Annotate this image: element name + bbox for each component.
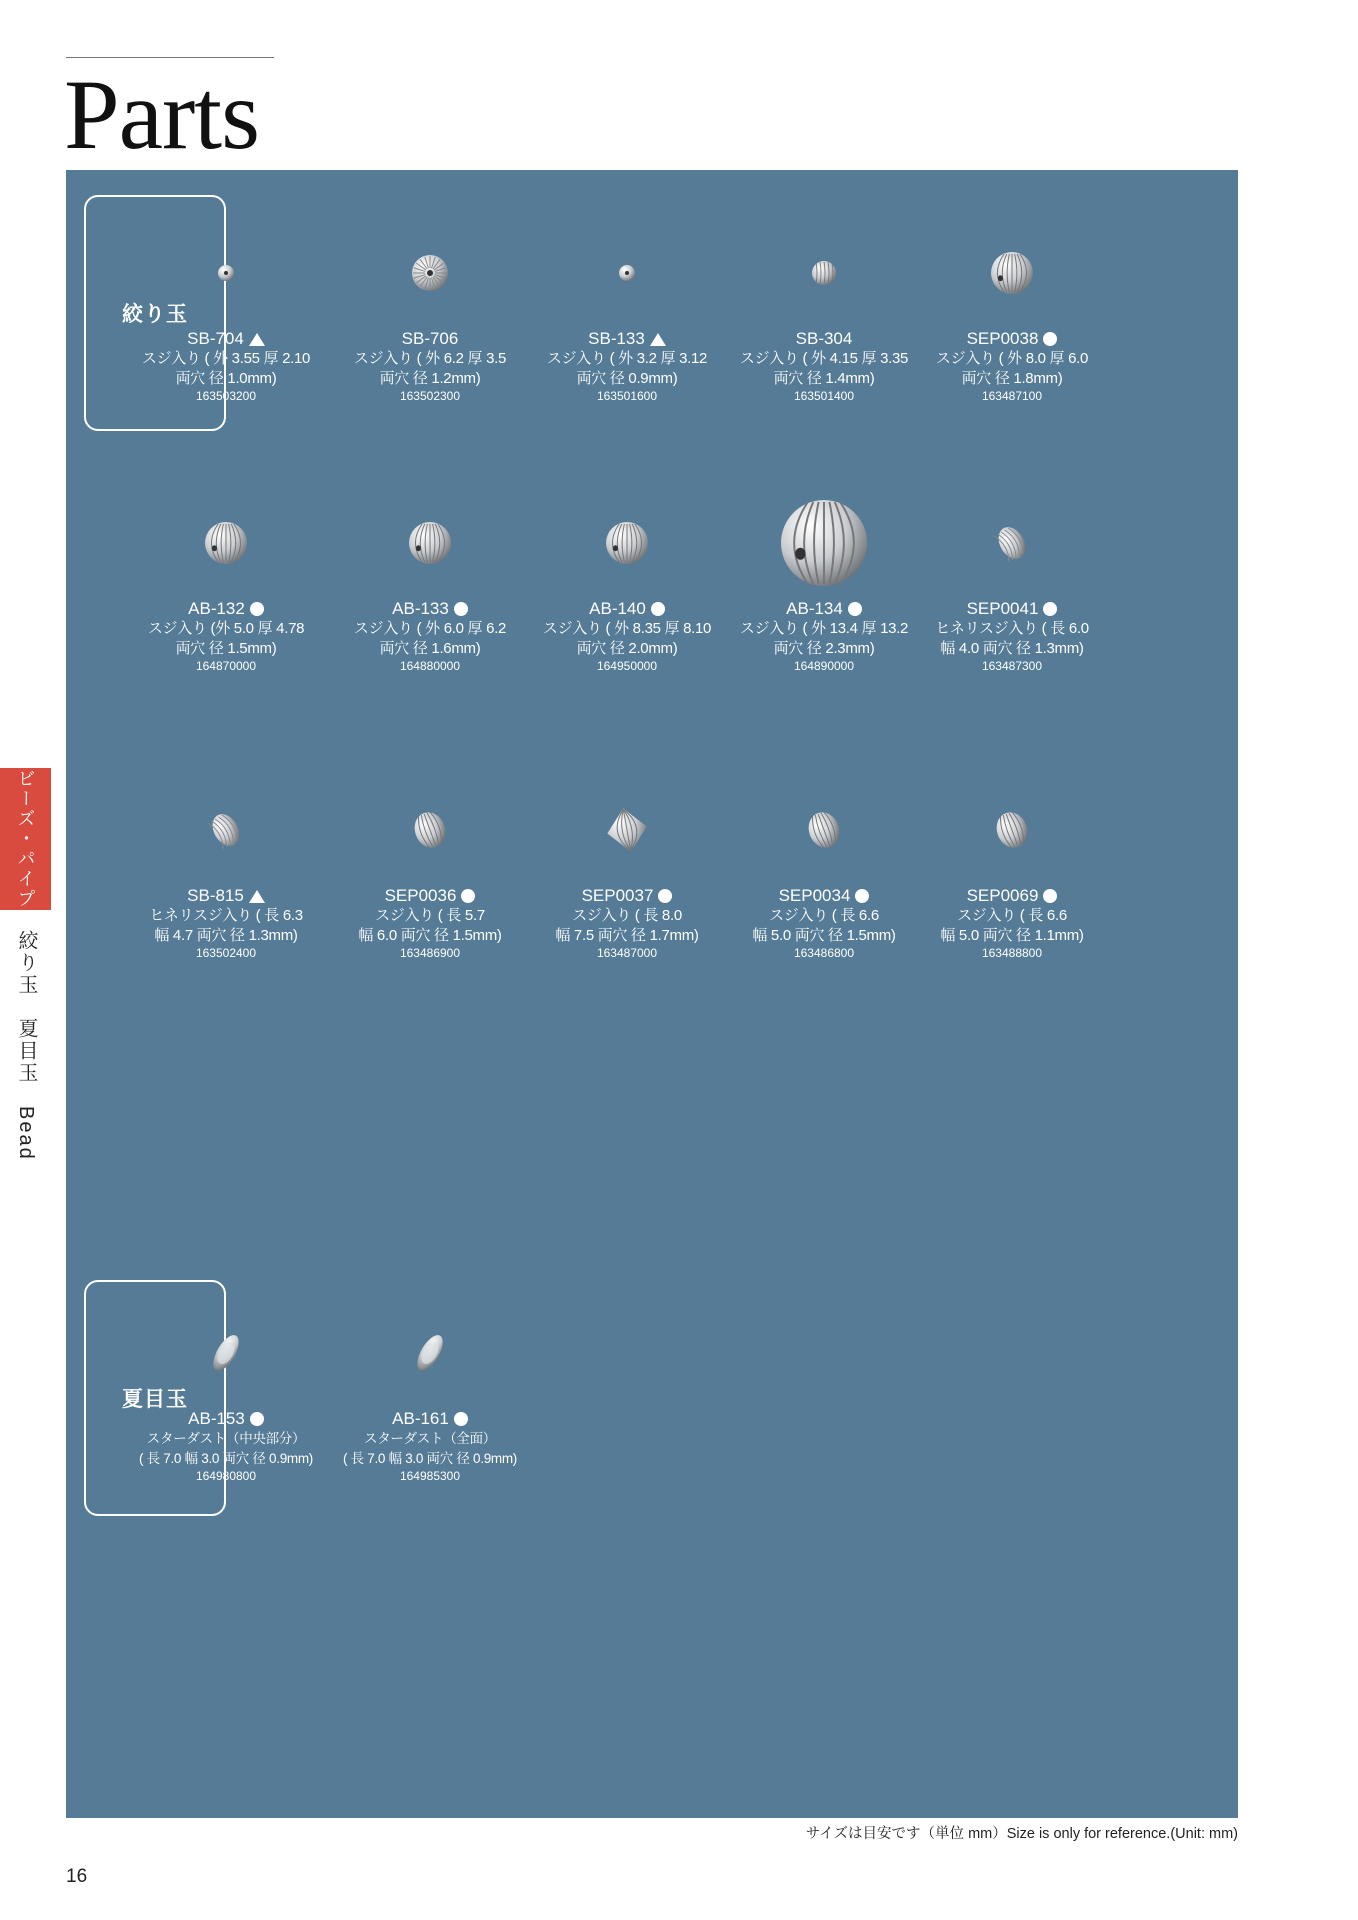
circle-mark-icon [651, 602, 665, 616]
fluted-bead-small-icon [726, 225, 922, 321]
fluted-round-bead-icon [128, 495, 324, 591]
product-jan-code: 163487300 [981, 659, 1043, 673]
side-tab [0, 768, 51, 910]
product-code-text: AB-140 [589, 599, 646, 618]
product-jan-code: 163502400 [195, 946, 257, 960]
product-item [726, 225, 922, 404]
product-code [332, 599, 528, 619]
circle-mark-icon [658, 889, 672, 903]
product-jan-code: 164985300 [399, 1469, 461, 1483]
circle-mark-icon [1043, 889, 1057, 903]
catalog-panel [66, 170, 1238, 1818]
product-code [332, 1409, 528, 1429]
product-desc-line2: 両穴 径 2.3mm) [773, 640, 875, 657]
product-desc-line1: スジ入り ( 外 4.15 厚 3.35 [739, 350, 909, 367]
product-code [726, 886, 922, 906]
product-code [529, 886, 725, 906]
product-code [529, 599, 725, 619]
product-jan-code: 163502300 [399, 389, 461, 403]
circle-mark-icon [454, 602, 468, 616]
product-desc-line2: 幅 5.0 両穴 径 1.5mm) [752, 927, 896, 944]
circle-mark-icon [250, 602, 264, 616]
product-code [529, 329, 725, 349]
product-item [529, 225, 725, 404]
fluted-oval-bead-icon [914, 782, 1110, 878]
page-title: Parts [64, 59, 259, 170]
product-item [914, 782, 1110, 961]
triangle-mark-icon [650, 333, 666, 346]
product-jan-code: 164870000 [195, 659, 257, 673]
stardust-rice-bead-icon [332, 1305, 528, 1401]
product-desc-line2: 両穴 径 1.5mm) [175, 640, 277, 657]
product-code [128, 1409, 324, 1429]
product-jan-code: 163501600 [596, 389, 658, 403]
product-code-text: SEP0037 [581, 886, 654, 905]
product-desc-line1: ヒネリスジ入り ( 長 6.3 [149, 907, 303, 924]
product-code-text: SB-706 [401, 329, 459, 348]
product-item [914, 225, 1110, 404]
product-desc-line1: スジ入り ( 外 3.55 厚 2.10 [141, 350, 311, 367]
product-desc-line2: 幅 4.0 両穴 径 1.3mm) [940, 640, 1084, 657]
product-desc-line1: スジ入り ( 長 6.6 [957, 907, 1067, 924]
product-item [332, 782, 528, 961]
fluted-bicone-bead-icon [529, 782, 725, 878]
triangle-mark-icon [249, 890, 265, 903]
product-code [914, 599, 1110, 619]
product-desc-line2: 幅 4.7 両穴 径 1.3mm) [154, 927, 298, 944]
circle-mark-icon [454, 1412, 468, 1426]
top-rule [66, 57, 274, 58]
product-desc-line2: 両穴 径 1.2mm) [379, 370, 481, 387]
fluted-bead-tiny-icon [128, 225, 324, 321]
category-label: 絞り玉 [122, 303, 188, 326]
fluted-round-bead-large-icon [726, 495, 922, 591]
product-jan-code: 163486800 [793, 946, 855, 960]
product-code [726, 329, 922, 349]
product-item [128, 225, 324, 404]
product-code-text: SEP0034 [778, 886, 851, 905]
product-code [128, 886, 324, 906]
product-desc-line1: スジ入り (外 5.0 厚 4.78 [147, 620, 305, 637]
product-jan-code: 163486900 [399, 946, 461, 960]
footnote: サイズは目安です（単位 mm）Size is only for reference.(Unit: mm) [805, 1826, 1238, 1842]
product-desc-line2: 幅 7.5 両穴 径 1.7mm) [555, 927, 699, 944]
product-code-text: SEP0041 [966, 599, 1039, 618]
product-desc-line1: スジ入り ( 外 13.4 厚 13.2 [739, 620, 909, 637]
stardust-rice-bead-icon [128, 1305, 324, 1401]
product-code-text: SB-815 [187, 886, 244, 905]
product-desc-line1: スターダスト（中央部分） [146, 1431, 306, 1446]
product-code-text: AB-153 [188, 1409, 245, 1428]
product-desc-line1: スジ入り ( 外 3.2 厚 3.12 [546, 350, 708, 367]
product-desc-line2: 幅 6.0 両穴 径 1.5mm) [358, 927, 502, 944]
product-code-text: SB-133 [588, 329, 645, 348]
product-item [529, 782, 725, 961]
product-code-text: AB-132 [188, 599, 245, 618]
product-jan-code: 164980800 [195, 1469, 257, 1483]
product-code-text: SEP0069 [966, 886, 1039, 905]
circle-mark-icon [250, 1412, 264, 1426]
product-code [332, 329, 528, 349]
fluted-bead-tiny-icon [529, 225, 725, 321]
product-code [914, 886, 1110, 906]
product-jan-code: 163503200 [195, 389, 257, 403]
product-code-text: AB-161 [392, 1409, 449, 1428]
fluted-oval-bead-icon [332, 782, 528, 878]
product-code [914, 329, 1110, 349]
side-tab-label: ビーズ・パイプ [15, 769, 36, 909]
side-caption: 絞り玉 夏目玉 Bead [15, 930, 37, 1161]
product-code [128, 329, 324, 349]
fluted-disc-bead-icon [332, 225, 528, 321]
product-code [128, 599, 324, 619]
product-jan-code: 163488800 [981, 946, 1043, 960]
product-desc-line1: スジ入り ( 長 6.6 [769, 907, 879, 924]
product-jan-code: 164880000 [399, 659, 461, 673]
product-desc-line2: 両穴 径 2.0mm) [576, 640, 678, 657]
product-desc-line2: 両穴 径 0.9mm) [576, 370, 678, 387]
product-item [529, 495, 725, 674]
product-desc-line2: 両穴 径 1.4mm) [773, 370, 875, 387]
product-jan-code: 163487000 [596, 946, 658, 960]
product-item [726, 782, 922, 961]
product-desc-line1: スターダスト（全面） [364, 1431, 496, 1446]
product-desc-line1: スジ入り ( 外 8.35 厚 8.10 [542, 620, 712, 637]
product-code-text: AB-134 [786, 599, 843, 618]
twisted-oval-bead-icon [914, 495, 1110, 591]
page-number: 16 [66, 1866, 88, 1887]
product-desc-line2: 両穴 径 1.6mm) [379, 640, 481, 657]
product-item [726, 495, 922, 674]
product-jan-code: 163487100 [981, 389, 1043, 403]
product-jan-code: 164950000 [596, 659, 658, 673]
product-desc-line1: スジ入り ( 長 8.0 [572, 907, 682, 924]
product-desc-line1: スジ入り ( 外 6.2 厚 3.5 [353, 350, 507, 367]
product-code [332, 886, 528, 906]
category-label: 夏目玉 [122, 1388, 188, 1411]
product-desc-line1: スジ入り ( 外 6.0 厚 6.2 [353, 620, 507, 637]
product-item [128, 1305, 324, 1484]
triangle-mark-icon [249, 333, 265, 346]
product-desc-line1: ヒネリスジ入り ( 長 6.0 [935, 620, 1089, 637]
fluted-round-bead-icon [529, 495, 725, 591]
product-desc-line2: ( 長 7.0 幅 3.0 両穴 径 0.9mm) [138, 1451, 314, 1466]
product-jan-code: 164890000 [793, 659, 855, 673]
product-item [914, 495, 1110, 674]
product-item [332, 1305, 528, 1484]
product-desc-line2: 幅 5.0 両穴 径 1.1mm) [940, 927, 1084, 944]
fluted-round-bead-icon [914, 225, 1110, 321]
product-code-text: SEP0036 [384, 886, 457, 905]
product-desc-line1: スジ入り ( 長 5.7 [375, 907, 485, 924]
circle-mark-icon [1043, 602, 1057, 616]
product-desc-line1: スジ入り ( 外 8.0 厚 6.0 [935, 350, 1089, 367]
product-code-text: SB-304 [795, 329, 853, 348]
product-code [726, 599, 922, 619]
circle-mark-icon [1043, 332, 1057, 346]
fluted-round-bead-icon [332, 495, 528, 591]
twisted-oval-bead-icon [128, 782, 324, 878]
fluted-oval-bead-icon [726, 782, 922, 878]
circle-mark-icon [855, 889, 869, 903]
product-desc-line2: ( 長 7.0 幅 3.0 両穴 径 0.9mm) [342, 1451, 518, 1466]
product-jan-code: 163501400 [793, 389, 855, 403]
product-item [332, 225, 528, 404]
product-desc-line2: 両穴 径 1.8mm) [961, 370, 1063, 387]
circle-mark-icon [848, 602, 862, 616]
circle-mark-icon [461, 889, 475, 903]
product-code-text: AB-133 [392, 599, 449, 618]
product-item [332, 495, 528, 674]
product-code-text: SB-704 [187, 329, 244, 348]
product-desc-line2: 両穴 径 1.0mm) [175, 370, 277, 387]
product-item [128, 495, 324, 674]
product-code-text: SEP0038 [966, 329, 1039, 348]
product-item [128, 782, 324, 961]
